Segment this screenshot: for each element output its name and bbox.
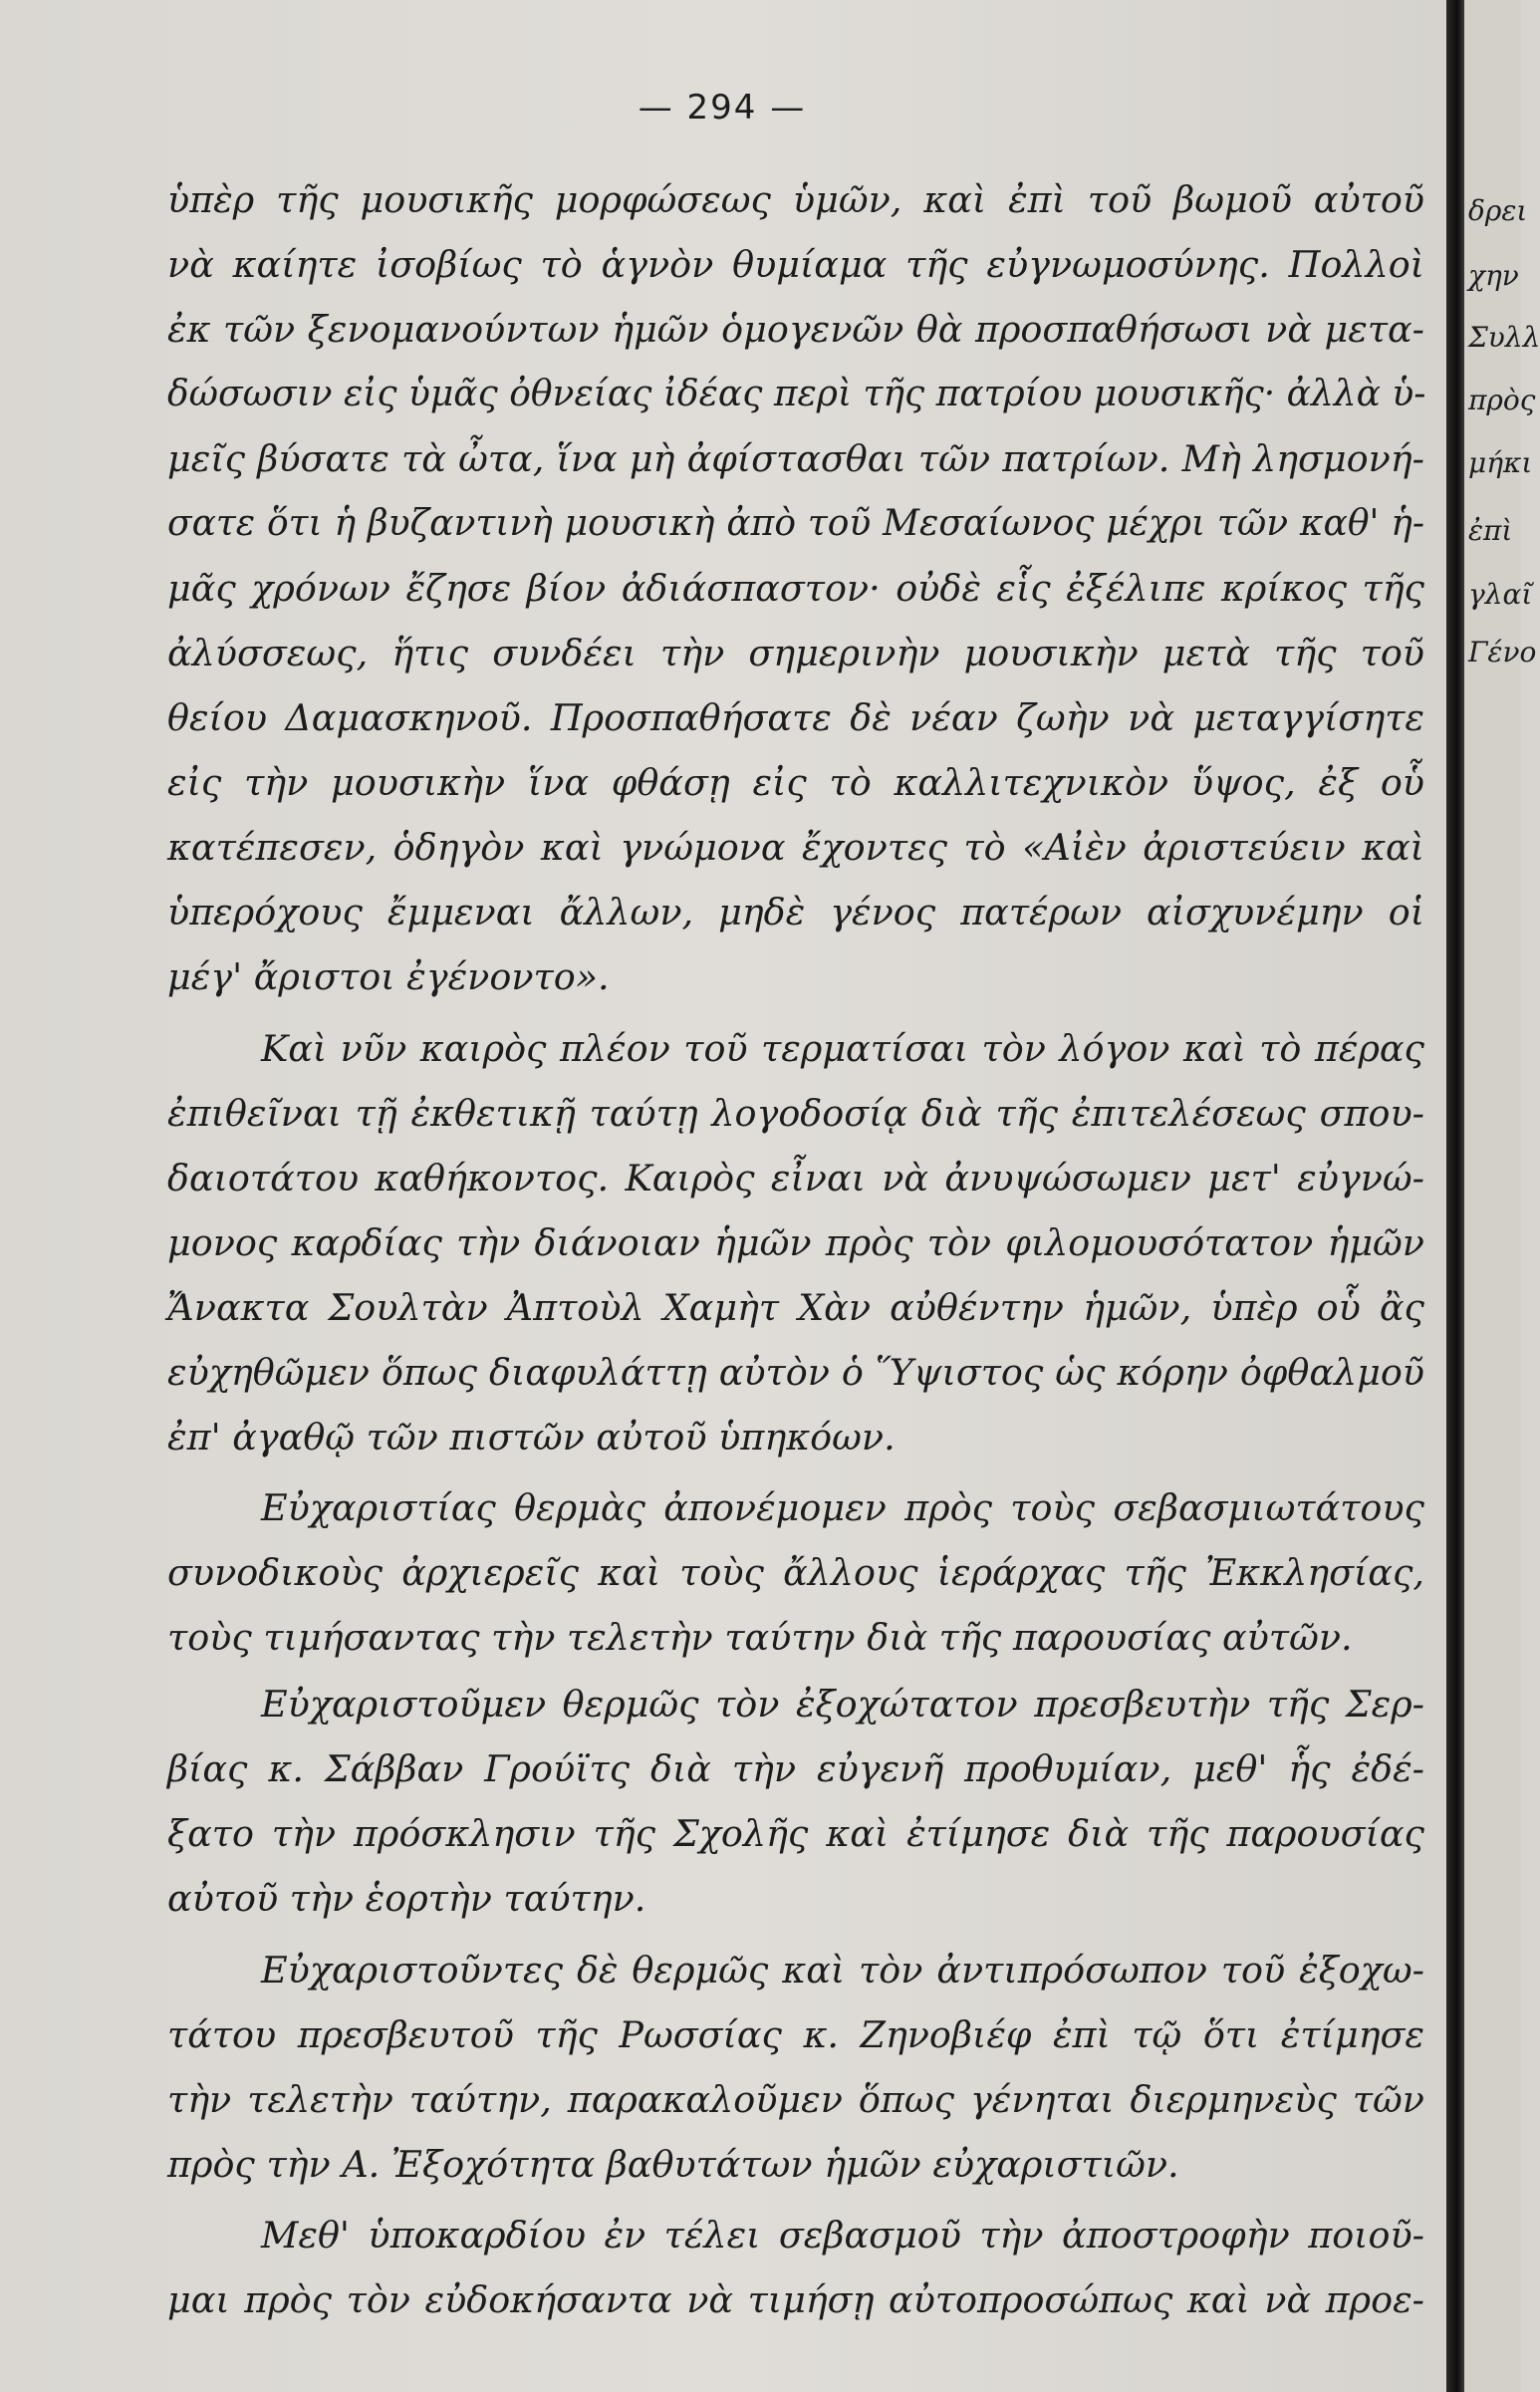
text-line: εἰς τὴν μουσικὴν ἵνα φθάσῃ εἰς τὸ καλλιτεχνικὸν ὕψος, ἐξ οὗ bbox=[167, 761, 1424, 804]
text-line: δώσωσιν εἰς ὑμᾶς ὀθνείας ἰδέας περὶ τῆς πατρίου μουσικῆς· ἀλλὰ ὑ- bbox=[167, 374, 1426, 414]
adjacent-page-fragment: ἐπὶ bbox=[1468, 514, 1513, 547]
adjacent-page-edge bbox=[1464, 0, 1540, 2392]
adjacent-page-fragment: μήκι bbox=[1468, 446, 1533, 479]
text-line: Ἄνακτα Σουλτὰν Ἀπτοὺλ Χαμὴτ Χὰν αὐθέντην ἡμῶν, ὑπὲρ οὗ ἂς bbox=[167, 1286, 1424, 1329]
paragraph-start: Εὐχαριστοῦμεν θερμῶς τὸν ἐξοχώτατον πρεσβευτὴν τῆς Σερ- bbox=[261, 1683, 1424, 1726]
text-line: μέγ' ἄριστοι ἐγένοντο». bbox=[167, 955, 610, 998]
paragraph-start: Εὐχαριστοῦντες δὲ θερμῶς καὶ τὸν ἀντιπρόσωπον τοῦ ἐξοχω- bbox=[261, 1949, 1424, 1992]
text-line: ἐπ' ἀγαθῷ τῶν πιστῶν αὐτοῦ ὑπηκόων. bbox=[167, 1416, 896, 1459]
paragraph-start: Μεθ' ὑποκαρδίου ἐν τέλει σεβασμοῦ τὴν ἀποστροφὴν ποιοῦ- bbox=[261, 2214, 1424, 2257]
text-line: ὑπερόχους ἔμμεναι ἄλλων, μηδὲ γένος πατέρων αἰσχυνέμην οἱ bbox=[167, 891, 1424, 933]
text-line: θείου Δαμασκηνοῦ. Προσπαθήσατε δὲ νέαν ζωὴν νὰ μεταγγίσητε bbox=[167, 696, 1424, 739]
paragraph-start: Εὐχαριστίας θερμὰς ἀπονέμομεν πρὸς τοὺς σεβασμιωτάτους bbox=[261, 1486, 1424, 1529]
text-line: πρὸς τὴν Α. Ἐξοχότητα βαθυτάτων ἡμῶν εὐχαριστιῶν. bbox=[167, 2143, 1179, 2186]
text-line: ἐκ τῶν ξενομανούντων ἡμῶν ὁμογενῶν θὰ προσπαθήσωσι νὰ μετα- bbox=[167, 308, 1424, 351]
adjacent-page-fragment: Συλλ bbox=[1468, 321, 1540, 354]
text-line: ὑπὲρ τῆς μουσικῆς μορφώσεως ὑμῶν, καὶ ἐπὶ τοῦ βωμοῦ αὐτοῦ bbox=[167, 178, 1424, 221]
text-line: βίας κ. Σάββαν Γρούϊτς διὰ τὴν εὐγενῆ προθυμίαν, μεθ' ἧς ἐδέ- bbox=[167, 1747, 1424, 1790]
text-line: μεῖς βύσατε τὰ ὦτα, ἵνα μὴ ἀφίστασθαι τῶν πατρίων. Μὴ λησμονή- bbox=[167, 437, 1424, 480]
page-number: — 294 — bbox=[638, 88, 807, 128]
adjacent-page-fragment: πρὸς bbox=[1468, 384, 1536, 416]
adjacent-page-fragment: γλαῖ bbox=[1468, 578, 1533, 611]
text-line: ἐπιθεῖναι τῇ ἐκθετικῇ ταύτῃ λογοδοσίᾳ διὰ τῆς ἐπιτελέσεως σπου- bbox=[167, 1092, 1424, 1135]
adjacent-page-fragment: Γένο bbox=[1468, 636, 1537, 668]
text-line: εὐχηθῶμεν ὅπως διαφυλάττῃ αὐτὸν ὁ Ὕψιστος ὡς κόρην ὀφθαλμοῦ bbox=[167, 1351, 1424, 1394]
text-line: νὰ καίητε ἰσοβίως τὸ ἁγνὸν θυμίαμα τῆς εὐγνωμοσύνης. Πολλοὶ bbox=[167, 243, 1424, 286]
text-line: σατε ὅτι ἡ βυζαντινὴ μουσικὴ ἀπὸ τοῦ Μεσαίωνος μέχρι τῶν καθ' ἡ- bbox=[167, 503, 1424, 544]
text-line: μαι πρὸς τὸν εὐδοκήσαντα νὰ τιμήσῃ αὐτοπροσώπως καὶ νὰ προε- bbox=[167, 2278, 1424, 2321]
paragraph-start: Καὶ νῦν καιρὸς πλέον τοῦ τερματίσαι τὸν λόγον καὶ τὸ πέρας bbox=[261, 1027, 1424, 1070]
text-line: συνοδικοὺς ἀρχιερεῖς καὶ τοὺς ἄλλους ἱεράρχας τῆς Ἐκκλησίας, bbox=[167, 1551, 1424, 1594]
text-line: τάτου πρεσβευτοῦ τῆς Ρωσσίας κ. Ζηνοβιέφ ἐπὶ τῷ ὅτι ἐτίμησε bbox=[167, 2013, 1424, 2056]
text-line: ἀλύσσεως, ἥτις συνδέει τὴν σημερινὴν μουσικὴν μετὰ τῆς τοῦ bbox=[167, 632, 1424, 674]
adjacent-page-fragment: χην bbox=[1468, 259, 1519, 292]
adjacent-page-fragment: δρει bbox=[1468, 194, 1528, 227]
text-line: δαιοτάτου καθήκοντος. Καιρὸς εἶναι νὰ ἀνυψώσωμεν μετ' εὐγνώ- bbox=[167, 1157, 1424, 1199]
text-line: ξατο τὴν πρόσκλησιν τῆς Σχολῆς καὶ ἐτίμησε διὰ τῆς παρουσίας bbox=[167, 1812, 1424, 1855]
text-line: μονος καρδίας τὴν διάνοιαν ἡμῶν πρὸς τὸν φιλομουσότατον ἡμῶν bbox=[167, 1221, 1424, 1264]
text-line: αὐτοῦ τὴν ἑορτὴν ταύτην. bbox=[167, 1877, 646, 1920]
book-gutter bbox=[1446, 0, 1464, 2392]
text-line: μᾶς χρόνων ἔζησε βίον ἀδιάσπαστον· οὐδὲ εἷς ἐξέλιπε κρίκος τῆς bbox=[167, 567, 1424, 610]
text-line: τὴν τελετὴν ταύτην, παρακαλοῦμεν ὅπως γένηται διερμηνεὺς τῶν bbox=[167, 2078, 1424, 2121]
text-line: τοὺς τιμήσαντας τὴν τελετὴν ταύτην διὰ τῆς παρουσίας αὐτῶν. bbox=[167, 1616, 1353, 1659]
text-line: κατέπεσεν, ὁδηγὸν καὶ γνώμονα ἔχοντες τὸ «Αἰὲν ἀριστεύειν καὶ bbox=[167, 826, 1424, 869]
